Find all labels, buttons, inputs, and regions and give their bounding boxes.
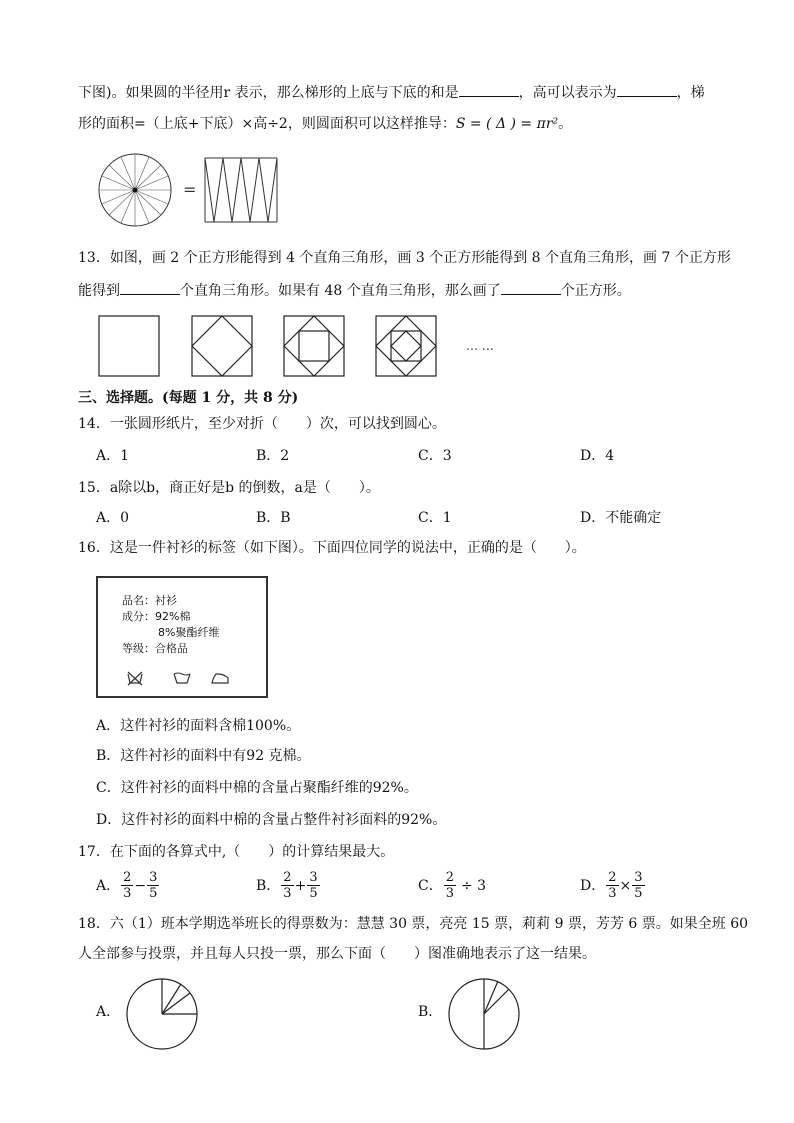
section-3-title: 三、选择题。(每题 1 分，共 8 分) (78, 390, 299, 406)
pie-chart-a (124, 976, 200, 1052)
q16-stem: 16．这是一件衬衫的标签（如下图）。下面四位同学的说法中，正确的是（ ）。 (78, 540, 586, 556)
q18-line1: 18．六（1）班本学期选举班长的得票数为：慧慧 30 票，亮亮 15 票，莉莉 9 票，芳芳 6 票。如果全班 60 (78, 916, 749, 932)
label-grade: 等级：合格品 (122, 642, 188, 655)
q14-option-c[interactable]: C．3 (418, 448, 452, 464)
square-stage-4 (376, 316, 436, 376)
label-cotton: 成分：92%棉 (122, 610, 191, 623)
q12-blank-1[interactable] (459, 82, 519, 97)
q16-option-d[interactable]: D．这件衬衫的面料中棉的含量占整件衬衫面料的92%。 (96, 812, 447, 828)
shirt-label (96, 576, 268, 698)
q14-option-a[interactable]: A．1 (96, 448, 130, 464)
q12-line1: 下图)。如果圆的半径用r 表示，那么梯形的上底与下底的和是 ，高可以表示为 ，梯 (78, 82, 705, 103)
q16-option-a[interactable]: A．这件衬衫的面料含棉100%。 (96, 718, 301, 734)
q18-line2: 人全部参与投票，并且每人只投一票，那么下面（ ）图准确地表示了这一结果。 (78, 946, 596, 962)
q13-blank-1[interactable] (120, 280, 180, 295)
q18-option-b[interactable]: B． (418, 1004, 443, 1020)
q13-blank-2[interactable] (501, 280, 561, 295)
circle-sectors-figure (95, 150, 295, 230)
q17-stem: 17．在下面的各算式中,（ ）的计算结果最大。 (78, 844, 395, 860)
iron-icon (210, 670, 230, 686)
square-stage-2 (192, 316, 252, 376)
q12-blank-2[interactable] (617, 82, 677, 97)
square-stage-1 (99, 316, 159, 376)
square-stage-3 (284, 316, 344, 376)
wash-tub-icon (172, 670, 192, 686)
nested-squares-figure (96, 313, 516, 379)
q13-line1: 13．如图，画 2 个正方形能得到 4 个直角三角形，画 3 个正方形能得到 8 个直角三角形，画 7 个正方形 (78, 250, 731, 266)
q15-stem: 15．a除以b，商正好是b 的倒数，a是（ ）。 (78, 480, 380, 496)
ellipsis: … … (466, 339, 494, 353)
q17-option-c[interactable]: C． $\frac{2}{3}$ ÷ 3 (418, 870, 487, 901)
label-polyester: 8%聚酯纤维 (158, 626, 220, 639)
q14-option-b[interactable]: B．2 (256, 448, 290, 464)
q15-option-b[interactable]: B．B (256, 510, 291, 526)
area-formula: S = ( Δ ) = πr² (455, 116, 559, 132)
q12-line2: 形的面积=（上底+下底）×高÷2，则圆面积可以这样推导：S = ( Δ ) = πr²。 (78, 116, 573, 132)
label-name: 品名：衬衫 (122, 594, 177, 607)
q18-option-a[interactable]: A． (96, 1004, 121, 1020)
q13-line2: 能得到 个直角三角形。如果有 48 个直角三角形，那么画了 个正方形。 (78, 280, 631, 301)
equals-sign: = (183, 180, 197, 199)
q17-option-b[interactable]: B． $\frac{2}{3}$ + $\frac{3}{5}$ (256, 870, 318, 901)
q16-option-b[interactable]: B．这件衬衫的面料中有92 克棉。 (96, 748, 311, 764)
q17-option-d[interactable]: D． $\frac{2}{3}$ × $\frac{3}{5}$ (580, 870, 643, 901)
q15-option-a[interactable]: A．0 (96, 510, 130, 526)
q15-option-d[interactable]: D．不能确定 (580, 510, 662, 526)
q14-option-d[interactable]: D．4 (580, 448, 615, 464)
q16-option-c[interactable]: C．这件衬衫的面料中棉的含量占聚酯纤维的92%。 (96, 780, 418, 796)
pie-chart-b (446, 976, 522, 1052)
q15-option-c[interactable]: C．1 (418, 510, 452, 526)
q17-option-a[interactable]: A． $\frac{2}{3}$ − $\frac{3}{5}$ (96, 870, 158, 901)
q14-stem: 14．一张圆形纸片，至少对折（ ）次，可以找到圆心。 (78, 416, 446, 432)
no-wash-icon (126, 670, 144, 686)
